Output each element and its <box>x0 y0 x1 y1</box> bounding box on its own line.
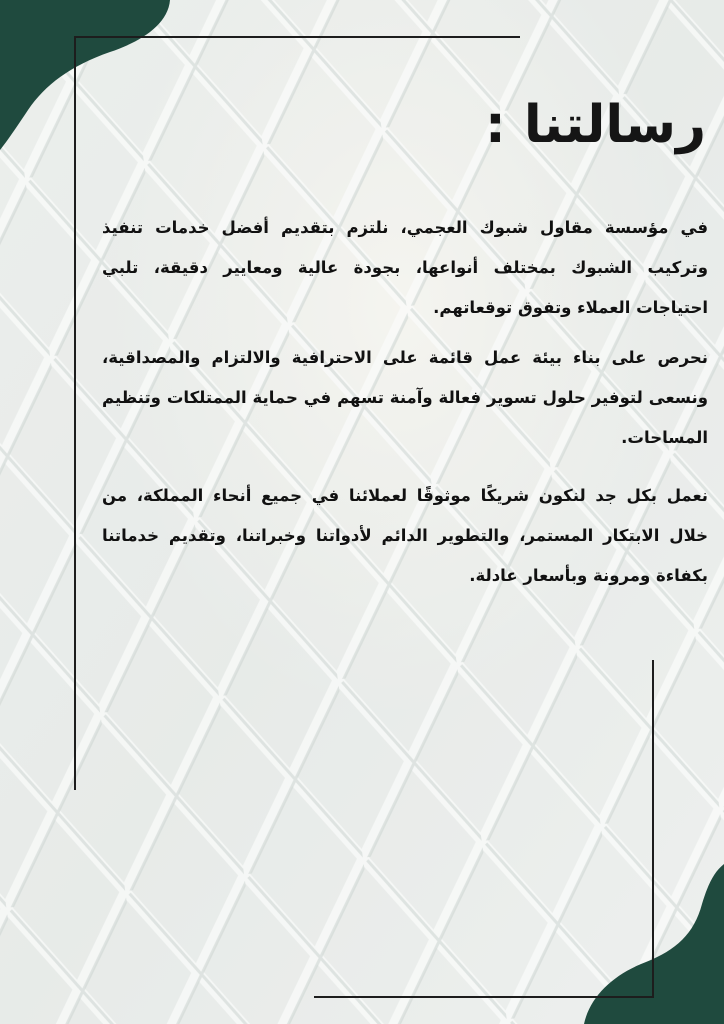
page-title: رسالتنا : <box>485 95 706 155</box>
mission-paragraph-3: نعمل بكل جد لنكون شريكًا موثوقًا لعملائنا في جميع أنحاء المملكة، من خلال الابتكار المستمر، والتطوير الدائم لأدواتنا وخبراتنا، وتقديم خدماتنا بكفاءة ومرونة وبأسعار عادلة. <box>102 486 708 585</box>
frame-line-left <box>74 36 76 790</box>
mission-paragraph-2: نحرص على بناء بيئة عمل قائمة على الاحترافية والالتزام والمصداقية، ونسعى لتوفير حلول تسوير فعالة وآمنة تسهم في حماية الممتلكات وتنظيم المساحات. <box>102 348 708 447</box>
frame-line-top <box>74 36 520 38</box>
decorative-blob-top-left <box>0 0 175 150</box>
mission-paragraph-1: في مؤسسة مقاول شبوك العجمي، نلتزم بتقديم أفضل خدمات تنفيذ وتركيب الشبوك بمختلف أنواعها، بجودة عالية ومعايير دقيقة، تلبي احتياجات العملاء وتفوق توقعاتهم. <box>102 218 708 317</box>
frame-line-bottom <box>314 996 654 998</box>
frame-line-right <box>652 660 654 998</box>
decorative-blob-bottom-right <box>584 864 724 1024</box>
